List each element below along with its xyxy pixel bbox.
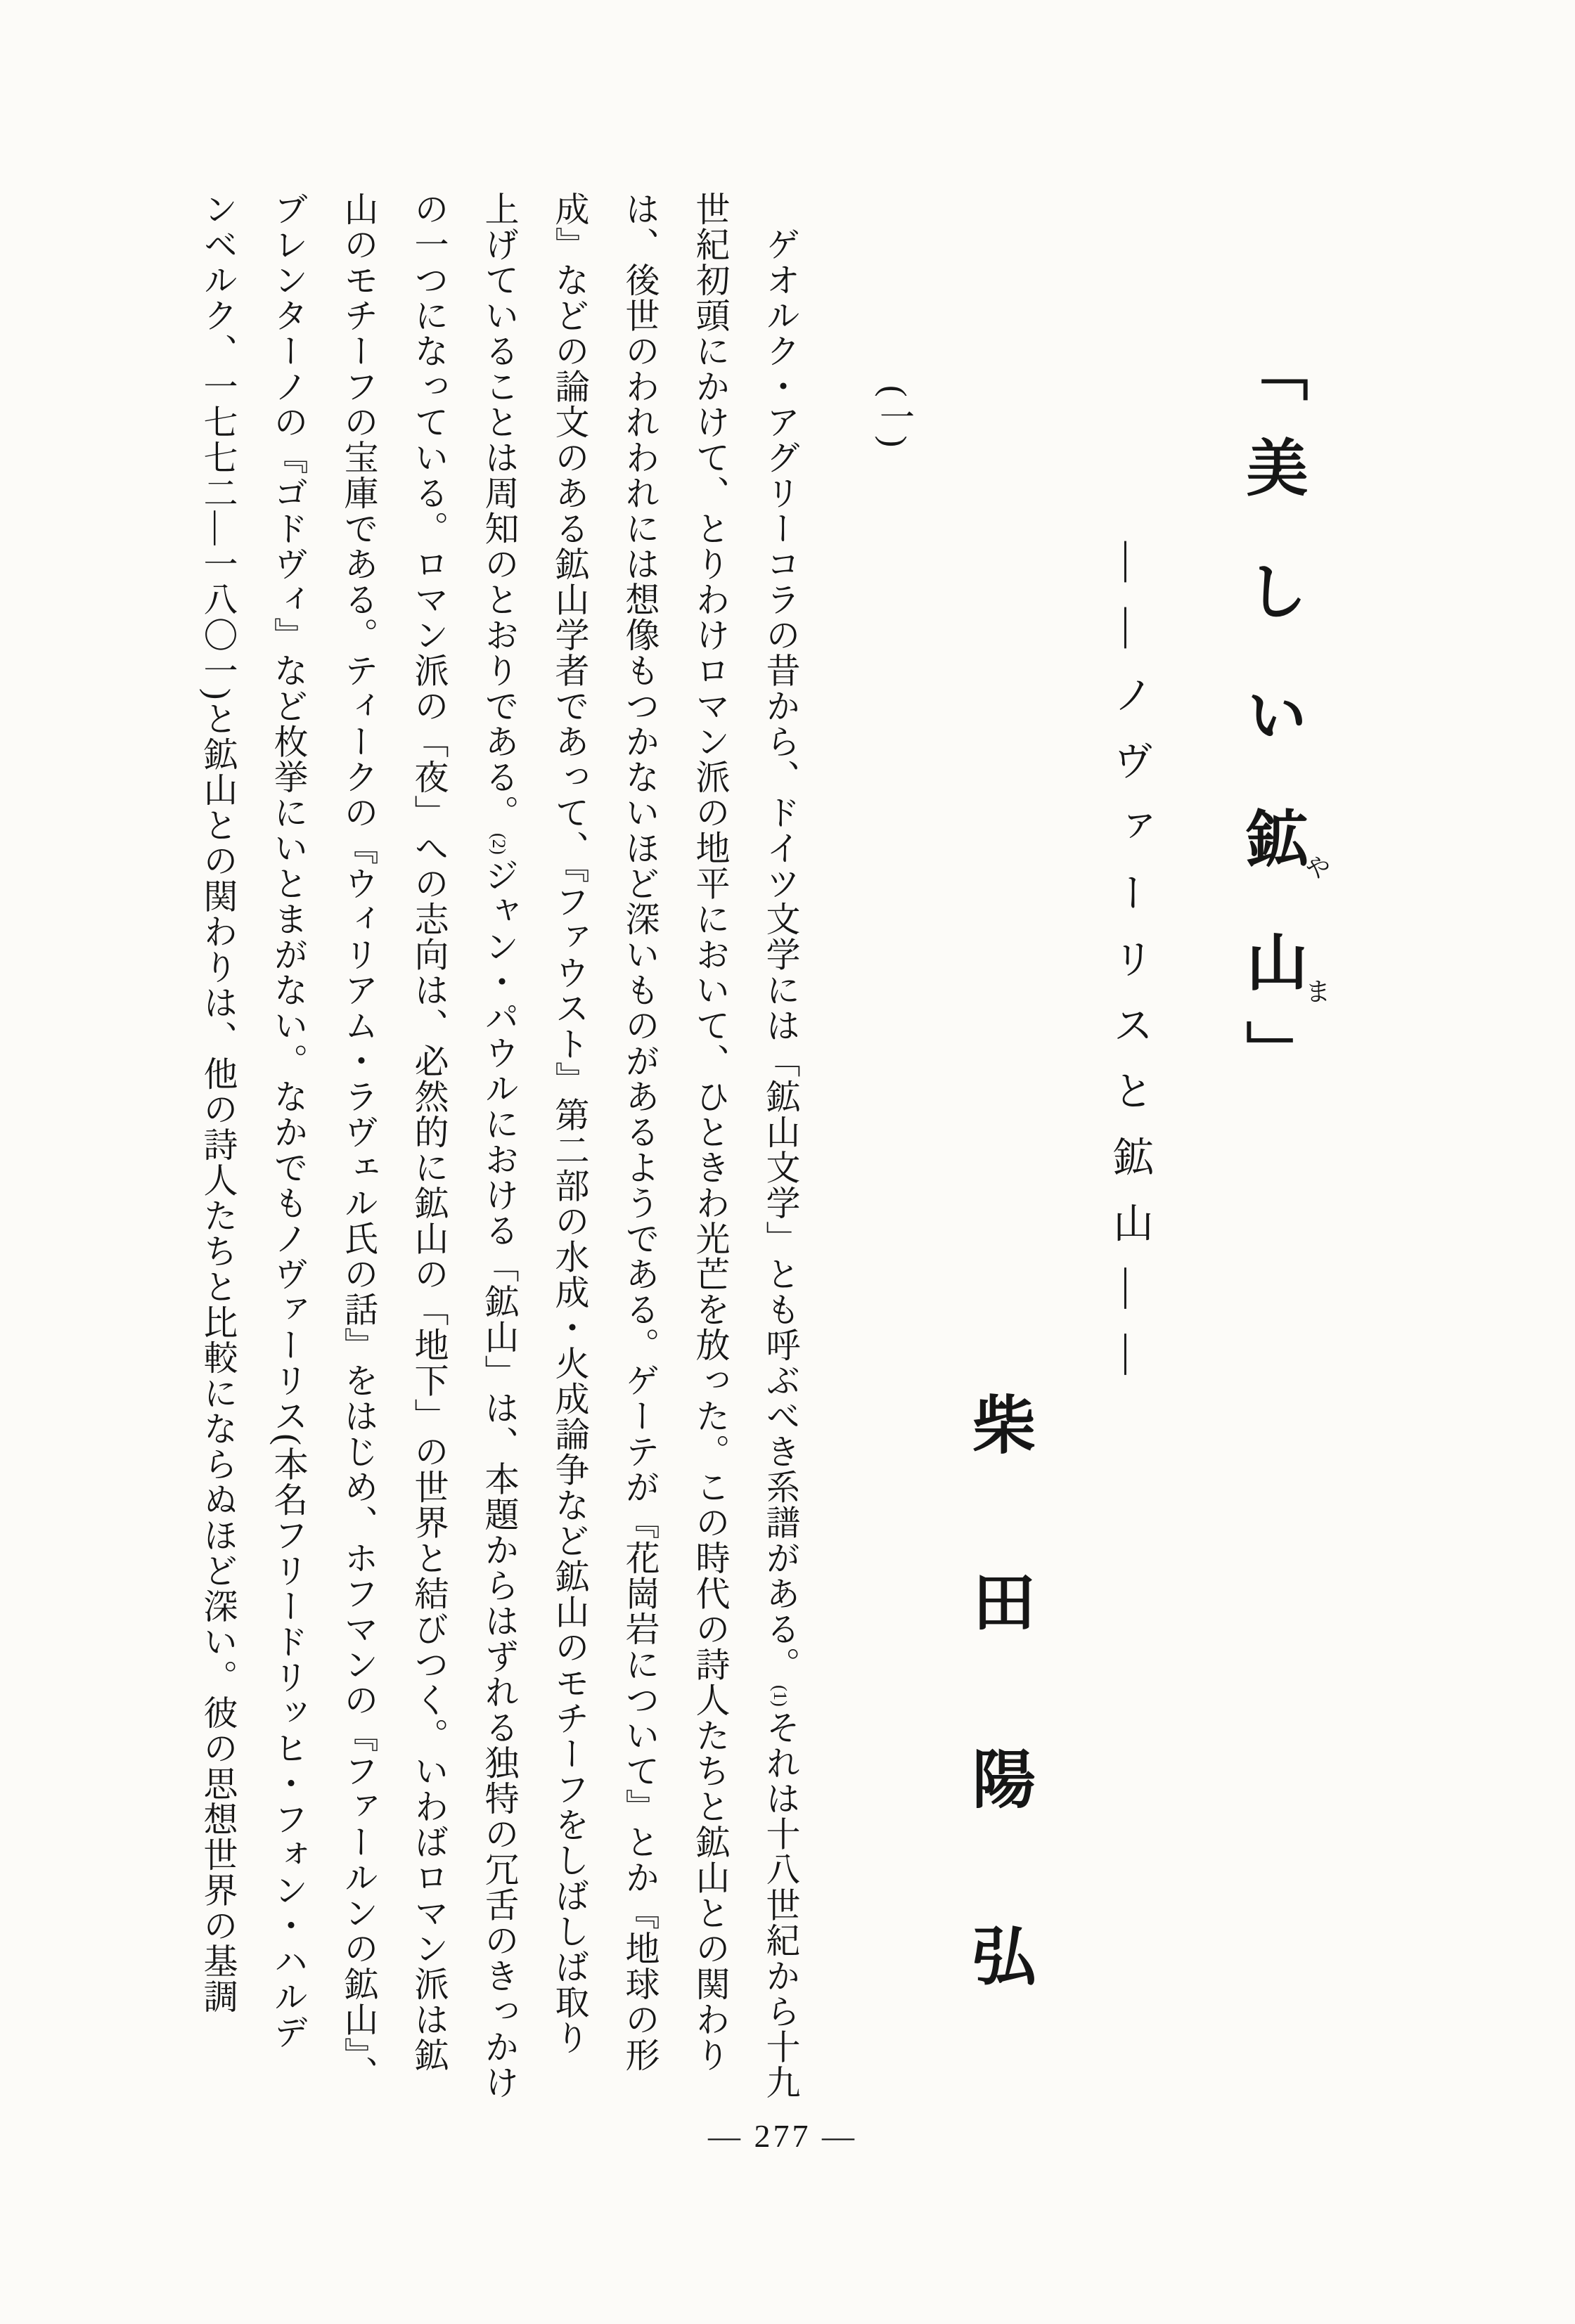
section-marker: (一) xyxy=(875,385,914,449)
column-text: 成』などの論文のある鉱山学者であって、『ファウスト』第二部の水成・火成論争など鉱山のモチーフをしばしば取り xyxy=(551,191,589,2055)
title-main-text: 美しい xyxy=(1237,435,1306,807)
text-column-8 xyxy=(253,191,323,2110)
ruby-base: 山 xyxy=(1237,930,1306,1054)
column-text: の一つになっている。ロマン派の「夜」への志向は、必然的に鉱山の「地下」の世界と結びつく。いわばロマン派は鉱 xyxy=(410,191,449,2073)
title-ruby-kou xyxy=(1237,806,1330,931)
column-text: ブレンターノの『ゴドヴィ』など枚挙にいとまがない。なかでもノヴァーリス(本名フリードリッヒ・フォン・ハルデ xyxy=(269,191,308,2050)
footnote-marker-1: (1) xyxy=(770,1685,791,1707)
furigana: ま xyxy=(1301,930,1330,1054)
footnote-marker-2: (2) xyxy=(489,833,510,855)
ruby-base: 鉱 xyxy=(1237,806,1306,931)
column-text: それは十八世紀から十九 xyxy=(761,1709,800,2100)
furigana: や xyxy=(1301,806,1330,931)
author-name: 柴田陽弘 xyxy=(963,1392,1032,2100)
text-column-3 xyxy=(605,191,675,2110)
column-text: 世紀初頭にかけて、とりわけロマン派の地平において、ひときわ光芒を放った。この時代の詩人たちと鉱山との関わり xyxy=(691,191,730,2073)
page-title xyxy=(1237,340,1330,1144)
open-quote: 「 xyxy=(1237,340,1306,463)
close-quote: 」 xyxy=(1237,1020,1306,1144)
body-text xyxy=(183,191,816,2110)
text-column-7 xyxy=(323,191,394,2110)
text-column-9 xyxy=(183,191,253,2110)
text-column-5 xyxy=(464,191,534,2110)
text-column-4 xyxy=(534,191,605,2110)
text-column-2 xyxy=(675,191,745,2110)
column-text: 山のモチーフの宝庫である。ティークの『ウィリアム・ラヴェル氏の話』をはじめ、ホフマンの『ファールンの鉱山』、 xyxy=(340,191,378,2091)
column-text: 上げていることは周知のとおりである。 xyxy=(480,191,519,830)
page-number: — 277 — xyxy=(708,2118,857,2154)
column-text: ジャン・パウルにおける「鉱山」は、本題からはずれる独特の冗舌のきっかけ xyxy=(480,857,519,2100)
column-text: ゲオルク・アグリーコラの昔から、ドイツ文学には「鉱山文学」とも呼ぶべき系譜がある。 xyxy=(761,191,800,1682)
column-text: ンベルク、一七七二—一八〇一)と鉱山との関わりは、他の詩人たちと比較にならぬほど深い。彼の思想世界の基調 xyxy=(199,191,238,2015)
text-column-6 xyxy=(394,191,464,2110)
text-column-1 xyxy=(745,191,816,2110)
subtitle: ——ノヴァーリスと鉱山—— xyxy=(1107,541,1152,1400)
column-text: は、後世のわれわれには想像もつかないほど深いものがあるようである。ゲーテが『花崗岩について』とか『地球の形 xyxy=(621,191,660,2073)
